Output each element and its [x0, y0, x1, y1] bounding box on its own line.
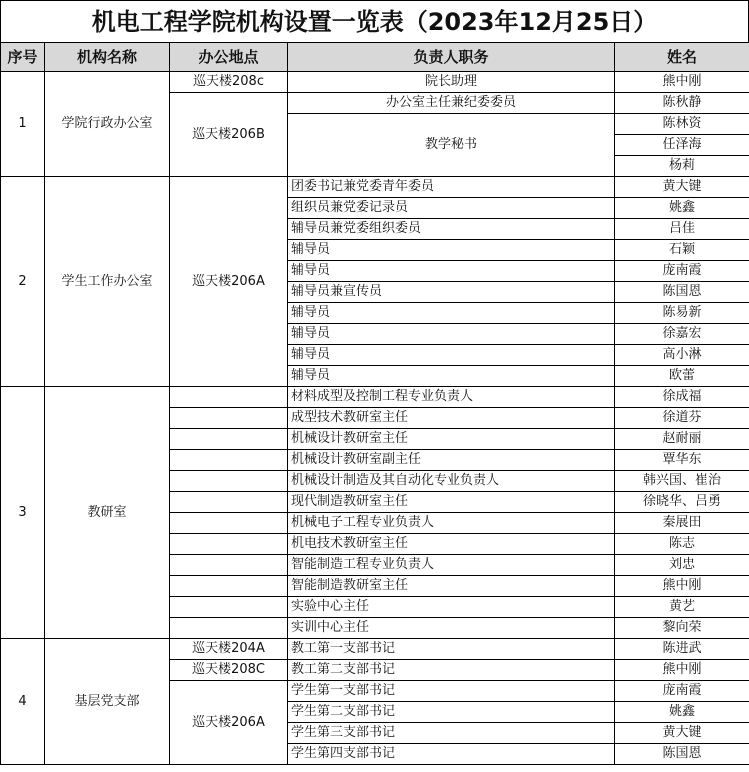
name-cell: 高小淋 [615, 345, 749, 366]
name-cell: 覃华东 [615, 450, 749, 471]
header-index: 序号 [1, 43, 45, 72]
duty-cell: 机械电子工程专业负责人 [288, 513, 615, 534]
name-cell: 吕佳 [615, 219, 749, 240]
duty-cell: 智能制造教研室主任 [288, 576, 615, 597]
name-cell: 石颖 [615, 240, 749, 261]
duty-cell: 现代制造教研室主任 [288, 492, 615, 513]
header-row [1, 43, 749, 72]
group-org: 基层党支部 [45, 639, 170, 765]
name-cell: 任泽海 [615, 135, 749, 156]
duty-cell: 学生第四支部书记 [288, 744, 615, 765]
location-cell-empty [170, 513, 288, 534]
duty-cell: 学生第一支部书记 [288, 681, 615, 702]
name-cell: 姚鑫 [615, 702, 749, 723]
duty-cell: 组织员兼党委记录员 [288, 198, 615, 219]
table-row [1, 177, 749, 198]
location-cell-empty [170, 429, 288, 450]
duty-cell: 教工第一支部书记 [288, 639, 615, 660]
location-cell-empty [170, 408, 288, 429]
name-cell: 熊中刚 [615, 660, 749, 681]
name-cell: 徐嘉宏 [615, 324, 749, 345]
duty-cell: 团委书记兼党委青年委员 [288, 177, 615, 198]
group-index: 2 [1, 177, 45, 387]
org-table [0, 42, 749, 765]
duty-cell: 学生第三支部书记 [288, 723, 615, 744]
group-location: 巡天楼208C [170, 660, 288, 681]
name-cell: 秦展田 [615, 513, 749, 534]
name-cell: 陈林资 [615, 114, 749, 135]
page-title: 机电工程学院机构设置一览表（2023年12月25日） [0, 0, 749, 42]
group-org: 教研室 [45, 387, 170, 639]
duty-cell: 教工第二支部书记 [288, 660, 615, 681]
header-location: 办公地点 [170, 43, 288, 72]
duty-cell: 机电技术教研室主任 [288, 534, 615, 555]
location-cell-empty [170, 492, 288, 513]
location-cell-empty [170, 450, 288, 471]
duty-cell: 智能制造工程专业负责人 [288, 555, 615, 576]
location-cell-empty [170, 618, 288, 639]
duty-cell: 机械设计教研室主任 [288, 429, 615, 450]
location-cell-empty [170, 576, 288, 597]
group-org: 学院行政办公室 [45, 72, 170, 177]
duty-cell: 辅导员兼宣传员 [288, 282, 615, 303]
name-cell: 杨莉 [615, 156, 749, 177]
duty-cell: 机械设计教研室副主任 [288, 450, 615, 471]
table-row [1, 72, 749, 93]
duty-cell: 辅导员 [288, 240, 615, 261]
duty-cell: 学生第二支部书记 [288, 702, 615, 723]
duty-cell: 教学秘书 [288, 114, 615, 177]
location-cell-empty [170, 555, 288, 576]
group-location: 巡天楼208c [170, 72, 288, 93]
duty-cell: 办公室主任兼纪委委员 [288, 93, 615, 114]
name-cell: 徐成福 [615, 387, 749, 408]
header-org: 机构名称 [45, 43, 170, 72]
location-cell-empty [170, 597, 288, 618]
duty-cell: 材料成型及控制工程专业负责人 [288, 387, 615, 408]
table-row [1, 639, 749, 660]
location-cell-empty [170, 471, 288, 492]
group-index: 4 [1, 639, 45, 765]
group-location: 巡天楼206A [170, 681, 288, 765]
name-cell: 黄大键 [615, 177, 749, 198]
name-cell: 陈国恩 [615, 744, 749, 765]
name-cell: 熊中刚 [615, 72, 749, 93]
duty-cell: 辅导员 [288, 345, 615, 366]
duty-cell: 实训中心主任 [288, 618, 615, 639]
location-cell-empty [170, 534, 288, 555]
name-cell: 庞南霞 [615, 681, 749, 702]
name-cell: 欧蕾 [615, 366, 749, 387]
name-cell: 陈国恩 [615, 282, 749, 303]
duty-cell: 辅导员 [288, 261, 615, 282]
duty-cell: 辅导员兼党委组织委员 [288, 219, 615, 240]
duty-cell: 辅导员 [288, 303, 615, 324]
name-cell: 徐道芬 [615, 408, 749, 429]
name-cell: 陈秋静 [615, 93, 749, 114]
name-cell: 韩兴国、崔治 [615, 471, 749, 492]
name-cell: 姚鑫 [615, 198, 749, 219]
name-cell: 陈易新 [615, 303, 749, 324]
group-location: 巡天楼204A [170, 639, 288, 660]
name-cell: 徐晓华、吕勇 [615, 492, 749, 513]
group-index: 1 [1, 72, 45, 177]
group-location: 巡天楼206A [170, 177, 288, 387]
table-row [1, 387, 749, 408]
name-cell: 刘忠 [615, 555, 749, 576]
location-cell-empty [170, 387, 288, 408]
name-cell: 黎向荣 [615, 618, 749, 639]
name-cell: 陈志 [615, 534, 749, 555]
name-cell: 赵耐丽 [615, 429, 749, 450]
duty-cell: 机械设计制造及其自动化专业负责人 [288, 471, 615, 492]
group-index: 3 [1, 387, 45, 639]
header-name: 姓名 [615, 43, 749, 72]
name-cell: 黄艺 [615, 597, 749, 618]
duty-cell: 辅导员 [288, 366, 615, 387]
name-cell: 陈进武 [615, 639, 749, 660]
duty-cell: 成型技术教研室主任 [288, 408, 615, 429]
duty-cell: 院长助理 [288, 72, 615, 93]
group-org: 学生工作办公室 [45, 177, 170, 387]
name-cell: 庞南霞 [615, 261, 749, 282]
duty-cell: 实验中心主任 [288, 597, 615, 618]
group-location: 巡天楼206B [170, 93, 288, 177]
name-cell: 熊中刚 [615, 576, 749, 597]
name-cell: 黄大键 [615, 723, 749, 744]
duty-cell: 辅导员 [288, 324, 615, 345]
header-duty: 负责人职务 [288, 43, 615, 72]
